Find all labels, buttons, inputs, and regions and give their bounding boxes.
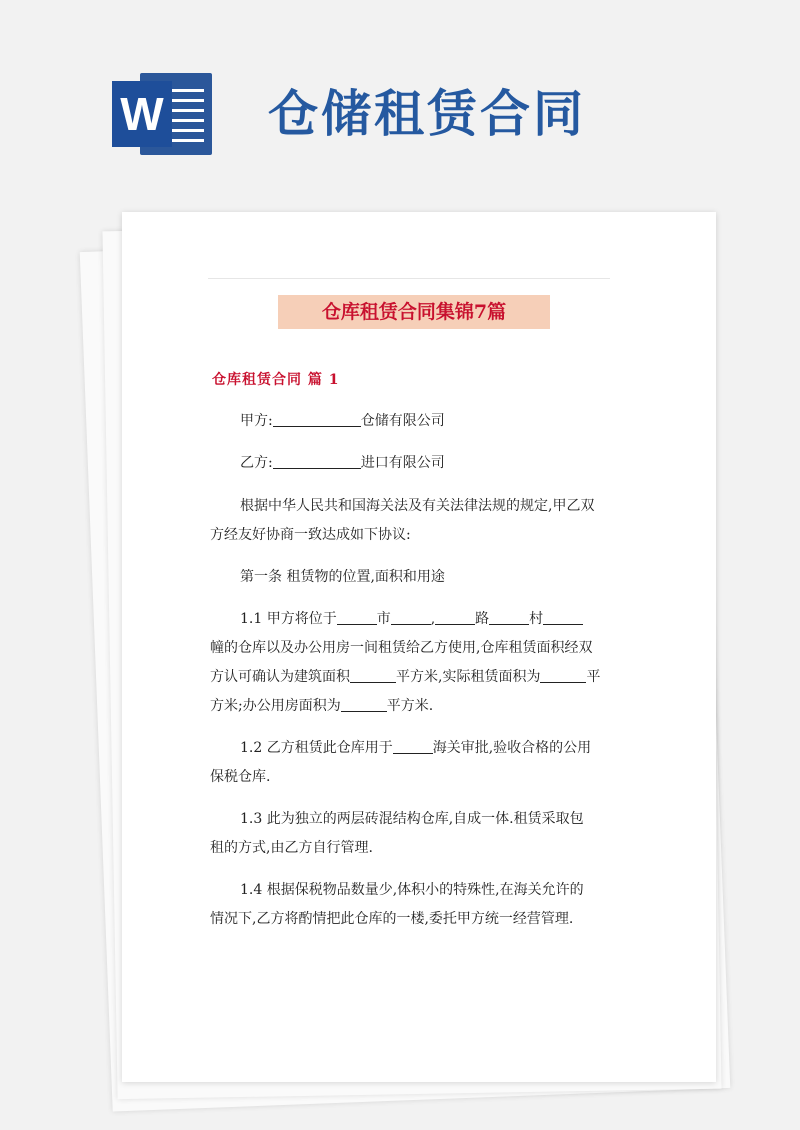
clause-text: 方认可确认为建筑面积 — [210, 669, 350, 685]
clause-1-4-line-2: 情况下,乙方将酌情把此仓库的一楼,委托甲方统一经营管理. — [210, 911, 574, 927]
article-1-title: 第一条 租赁物的位置,面积和用途 — [240, 569, 445, 585]
banner-header — [0, 0, 800, 200]
clause-1-1-line-3 — [210, 663, 610, 692]
party-b-label: 乙方: — [240, 455, 273, 471]
document-title: 仓库租赁合同集锦7篇 — [278, 295, 550, 329]
document-page — [122, 212, 716, 1082]
clause-text: 1.1 甲方将位于 — [240, 611, 337, 627]
clause-1-2-line-2: 保税仓库. — [210, 769, 271, 785]
clause-text: 平方米,实际租赁面积为 — [396, 669, 541, 685]
section-heading: 仓库租赁合同 篇 1 — [212, 372, 340, 388]
party-b-name: 进口有限公司 — [360, 455, 445, 471]
fill-blank — [540, 666, 586, 683]
fill-blank — [273, 452, 361, 469]
fill-blank — [341, 695, 387, 712]
clause-text: 方米;办公用房面积为 — [210, 698, 341, 714]
party-a-line — [210, 407, 640, 436]
banner-title: 仓储租赁合同 — [268, 84, 586, 143]
clause-text: 平 — [586, 669, 601, 685]
word-document-icon — [112, 73, 212, 155]
clause-1-3-line-1: 1.3 此为独立的两层砖混结构仓库,自成一体.租赁采取包 — [240, 811, 584, 827]
fill-blank — [350, 666, 396, 683]
clause-text: 路 — [475, 611, 490, 627]
party-a-label: 甲方: — [240, 413, 273, 429]
fill-blank — [543, 608, 583, 625]
fill-blank — [435, 608, 475, 625]
word-icon-letter: W — [112, 81, 172, 147]
header-rule — [208, 278, 610, 279]
clause-1-2-line-1 — [210, 734, 640, 763]
fill-blank — [337, 608, 377, 625]
clause-1-1-line-4 — [210, 692, 610, 721]
clause-text: 平方米. — [386, 698, 434, 714]
fill-blank — [273, 410, 361, 427]
fill-blank — [489, 608, 529, 625]
clause-text: 1.2 乙方租赁此仓库用于 — [240, 740, 393, 756]
clause-text: 市 — [376, 611, 391, 627]
clause-1-1-line-2: 幢的仓库以及办公用房一间租赁给乙方使用,仓库租赁面积经双 — [210, 640, 593, 656]
intro-line-2: 方经友好协商一致达成如下协议: — [210, 527, 411, 543]
fill-blank — [393, 737, 433, 754]
party-a-name: 仓储有限公司 — [360, 413, 445, 429]
intro-line-1: 根据中华人民共和国海关法及有关法律法规的规定,甲乙双 — [240, 498, 595, 514]
clause-1-4-line-1: 1.4 根据保税物品数量少,体积小的特殊性,在海关允许的 — [240, 882, 584, 898]
clause-text: 村 — [529, 611, 544, 627]
clause-text: , — [430, 611, 436, 627]
clause-1-3-line-2: 租的方式,由乙方自行管理. — [210, 840, 373, 856]
clause-1-1-line-1 — [210, 605, 640, 634]
clause-text: 海关审批,验收合格的公用 — [432, 740, 592, 756]
party-b-line — [210, 449, 640, 478]
fill-blank — [391, 608, 431, 625]
